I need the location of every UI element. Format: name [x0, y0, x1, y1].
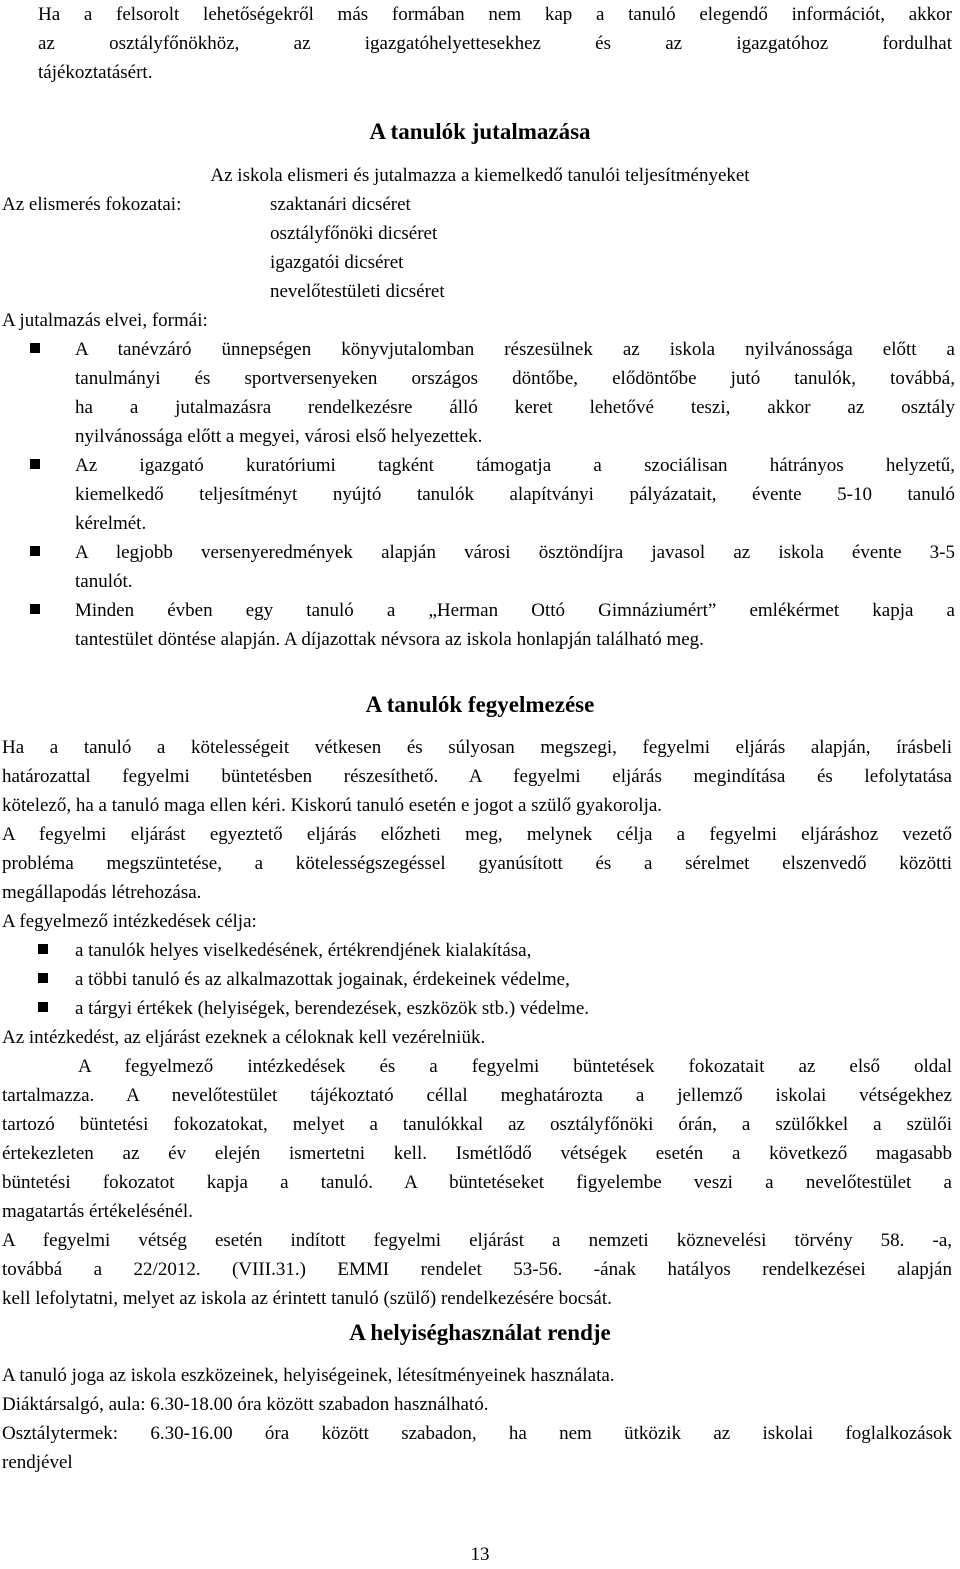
- discipline-para-line: kell lefolytatni, melyet az iskola az érintett tanuló (szülő) rendelkezésére bocsát.: [2, 1288, 612, 1309]
- discipline-para-line: Ha a tanuló a kötelességeit vétkesen és súlyosan megszegi, fegyelmi eljárás alapján, írásbeli: [2, 737, 952, 758]
- discipline-para-line: probléma megszüntetése, a kötelességszegéssel gyanúsított és a sérelmet elszenvedő közötti: [2, 853, 952, 874]
- bullet-text: Az igazgató kuratóriumi tagként támogatja a szociálisan hátrányos helyzetű,: [75, 455, 955, 476]
- bullet-text: ha a jutalmazásra rendelkezésre álló keret lehetővé teszi, akkor az osztály: [75, 397, 955, 418]
- aims-label: A fegyelmező intézkedések célja:: [2, 911, 257, 932]
- discipline-para-line: kötelező, ha a tanuló maga ellen kéri. Kiskorú tanuló esetén e jogot a szülő gyakorolja.: [2, 795, 663, 816]
- discipline-para-line: megállapodás létrehozása.: [2, 882, 202, 903]
- rewards-lead: Az iskola elismeri és jutalmazza a kiemelkedő tanulói teljesítményeket: [210, 165, 750, 186]
- discipline-para-line: értekezleten az év elején ismertetni kell. Ismétlődő vétségek esetén a következő magasabb: [2, 1143, 952, 1164]
- grade-item: igazgatói dicséret: [270, 252, 404, 273]
- bullet-square-icon: [38, 973, 48, 983]
- aim-item: a többi tanuló és az alkalmazottak jogainak, érdekeinek védelme,: [75, 969, 570, 990]
- discipline-para-line: A fegyelmi vétség esetén indított fegyelmi eljárást a nemzeti köznevelési törvény 58. -a,: [2, 1230, 952, 1251]
- aims-after: Az intézkedést, az eljárást ezeknek a céloknak kell vezérelniük.: [2, 1027, 486, 1048]
- bullet-square-icon: [30, 546, 40, 556]
- bullet-square-icon: [30, 459, 40, 469]
- discipline-para-line: A fegyelmi eljárást egyeztető eljárás előzheti meg, melynek célja a fegyelmi eljáráshoz vezető: [2, 824, 952, 845]
- page-number: 13: [470, 1544, 490, 1565]
- bullet-text: tanulmányi és sportversenyeken országos döntőbe, elődöntőbe jutó tanulók, továbbá,: [75, 368, 955, 389]
- aim-item: a tanulók helyes viselkedésének, értékrendjének kialakítása,: [75, 940, 532, 961]
- bullet-square-icon: [30, 604, 40, 614]
- bullet-text: A legjobb versenyeredmények alapján városi ösztöndíjra javasol az iskola évente 3-5: [75, 542, 955, 563]
- room-use-line: Osztálytermek: 6.30-16.00 óra között szabadon, ha nem ütközik az iskolai foglalkozások: [2, 1423, 952, 1444]
- grade-item: osztályfőnöki dicséret: [270, 223, 438, 244]
- bullet-square-icon: [30, 343, 40, 353]
- section-title-discipline: A tanulók fegyelmezése: [365, 692, 595, 717]
- bullet-text: Minden évben egy tanuló a „Herman Ottó Gimnáziumért” emlékérmet kapja a: [75, 600, 955, 621]
- discipline-para-line: továbbá a 22/2012. (VIII.31.) EMMI rendelet 53-56. -ának hatályos rendelkezései alapján: [2, 1259, 952, 1280]
- bullet-text: kérelmét.: [75, 513, 147, 534]
- discipline-para-line: tartalmazza. A nevelőtestület tájékoztató céllal meghatározta a jellemző iskolai vétségekhez: [2, 1085, 952, 1106]
- discipline-para-line: A fegyelmező intézkedések és a fegyelmi büntetések fokozatait az első oldal: [78, 1056, 952, 1077]
- room-use-line: A tanuló joga az iskola eszközeinek, helyiségeinek, létesítményeinek használata.: [2, 1365, 615, 1386]
- section-title-rewards: A tanulók jutalmazása: [369, 119, 591, 144]
- bullet-text: tantestület döntése alapján. A díjazottak névsora az iskola honlapján található meg.: [75, 629, 704, 650]
- bullet-text: nyilvánossága előtt a megyei, városi első helyezettek.: [75, 426, 483, 447]
- bullet-square-icon: [38, 944, 48, 954]
- discipline-para-line: határozattal fegyelmi büntetésben részesíthető. A fegyelmi eljárás megindítása és lefolytatása: [2, 766, 952, 787]
- discipline-para-line: büntetési fokozatot kapja a tanuló. A büntetéseket figyelembe veszi a nevelőtestület a: [2, 1172, 952, 1193]
- bullet-text: kiemelkedő teljesítményt nyújtó tanulók alapítványi pályázatait, évente 5-10 tanuló: [75, 484, 955, 505]
- discipline-para-line: tartozó büntetési fokozatokat, melyet a tanulókkal az osztályfőnöki órán, a szülőkkel a szülői: [2, 1114, 952, 1135]
- bullet-square-icon: [38, 1002, 48, 1012]
- intro-line: Ha a felsorolt lehetőségekről más formában nem kap a tanuló elegendő információt, akkor: [38, 4, 952, 25]
- grades-label: Az elismerés fokozatai:: [2, 194, 182, 215]
- room-use-line: rendjével: [2, 1452, 73, 1473]
- room-use-line: Diáktársalgó, aula: 6.30-18.00 óra között szabadon használható.: [2, 1394, 489, 1415]
- grade-item: nevelőtestületi dicséret: [270, 281, 445, 302]
- bullet-text: A tanévzáró ünnepségen könyvjutalomban részesülnek az iskola nyilvánossága előtt a: [75, 339, 955, 360]
- section-title-room-use: A helyiséghasználat rendje: [349, 1320, 611, 1345]
- grade-item: szaktanári dicséret: [270, 194, 411, 215]
- discipline-para-line: magatartás értékelésénél.: [2, 1201, 193, 1222]
- forms-label: A jutalmazás elvei, formái:: [2, 310, 208, 331]
- intro-line: az osztályfőnökhöz, az igazgatóhelyettesekhez és az igazgatóhoz fordulhat: [38, 33, 952, 54]
- intro-line: tájékoztatásért.: [38, 62, 153, 83]
- aim-item: a tárgyi értékek (helyiségek, berendezések, eszközök stb.) védelme.: [75, 998, 590, 1019]
- bullet-text: tanulót.: [75, 571, 133, 592]
